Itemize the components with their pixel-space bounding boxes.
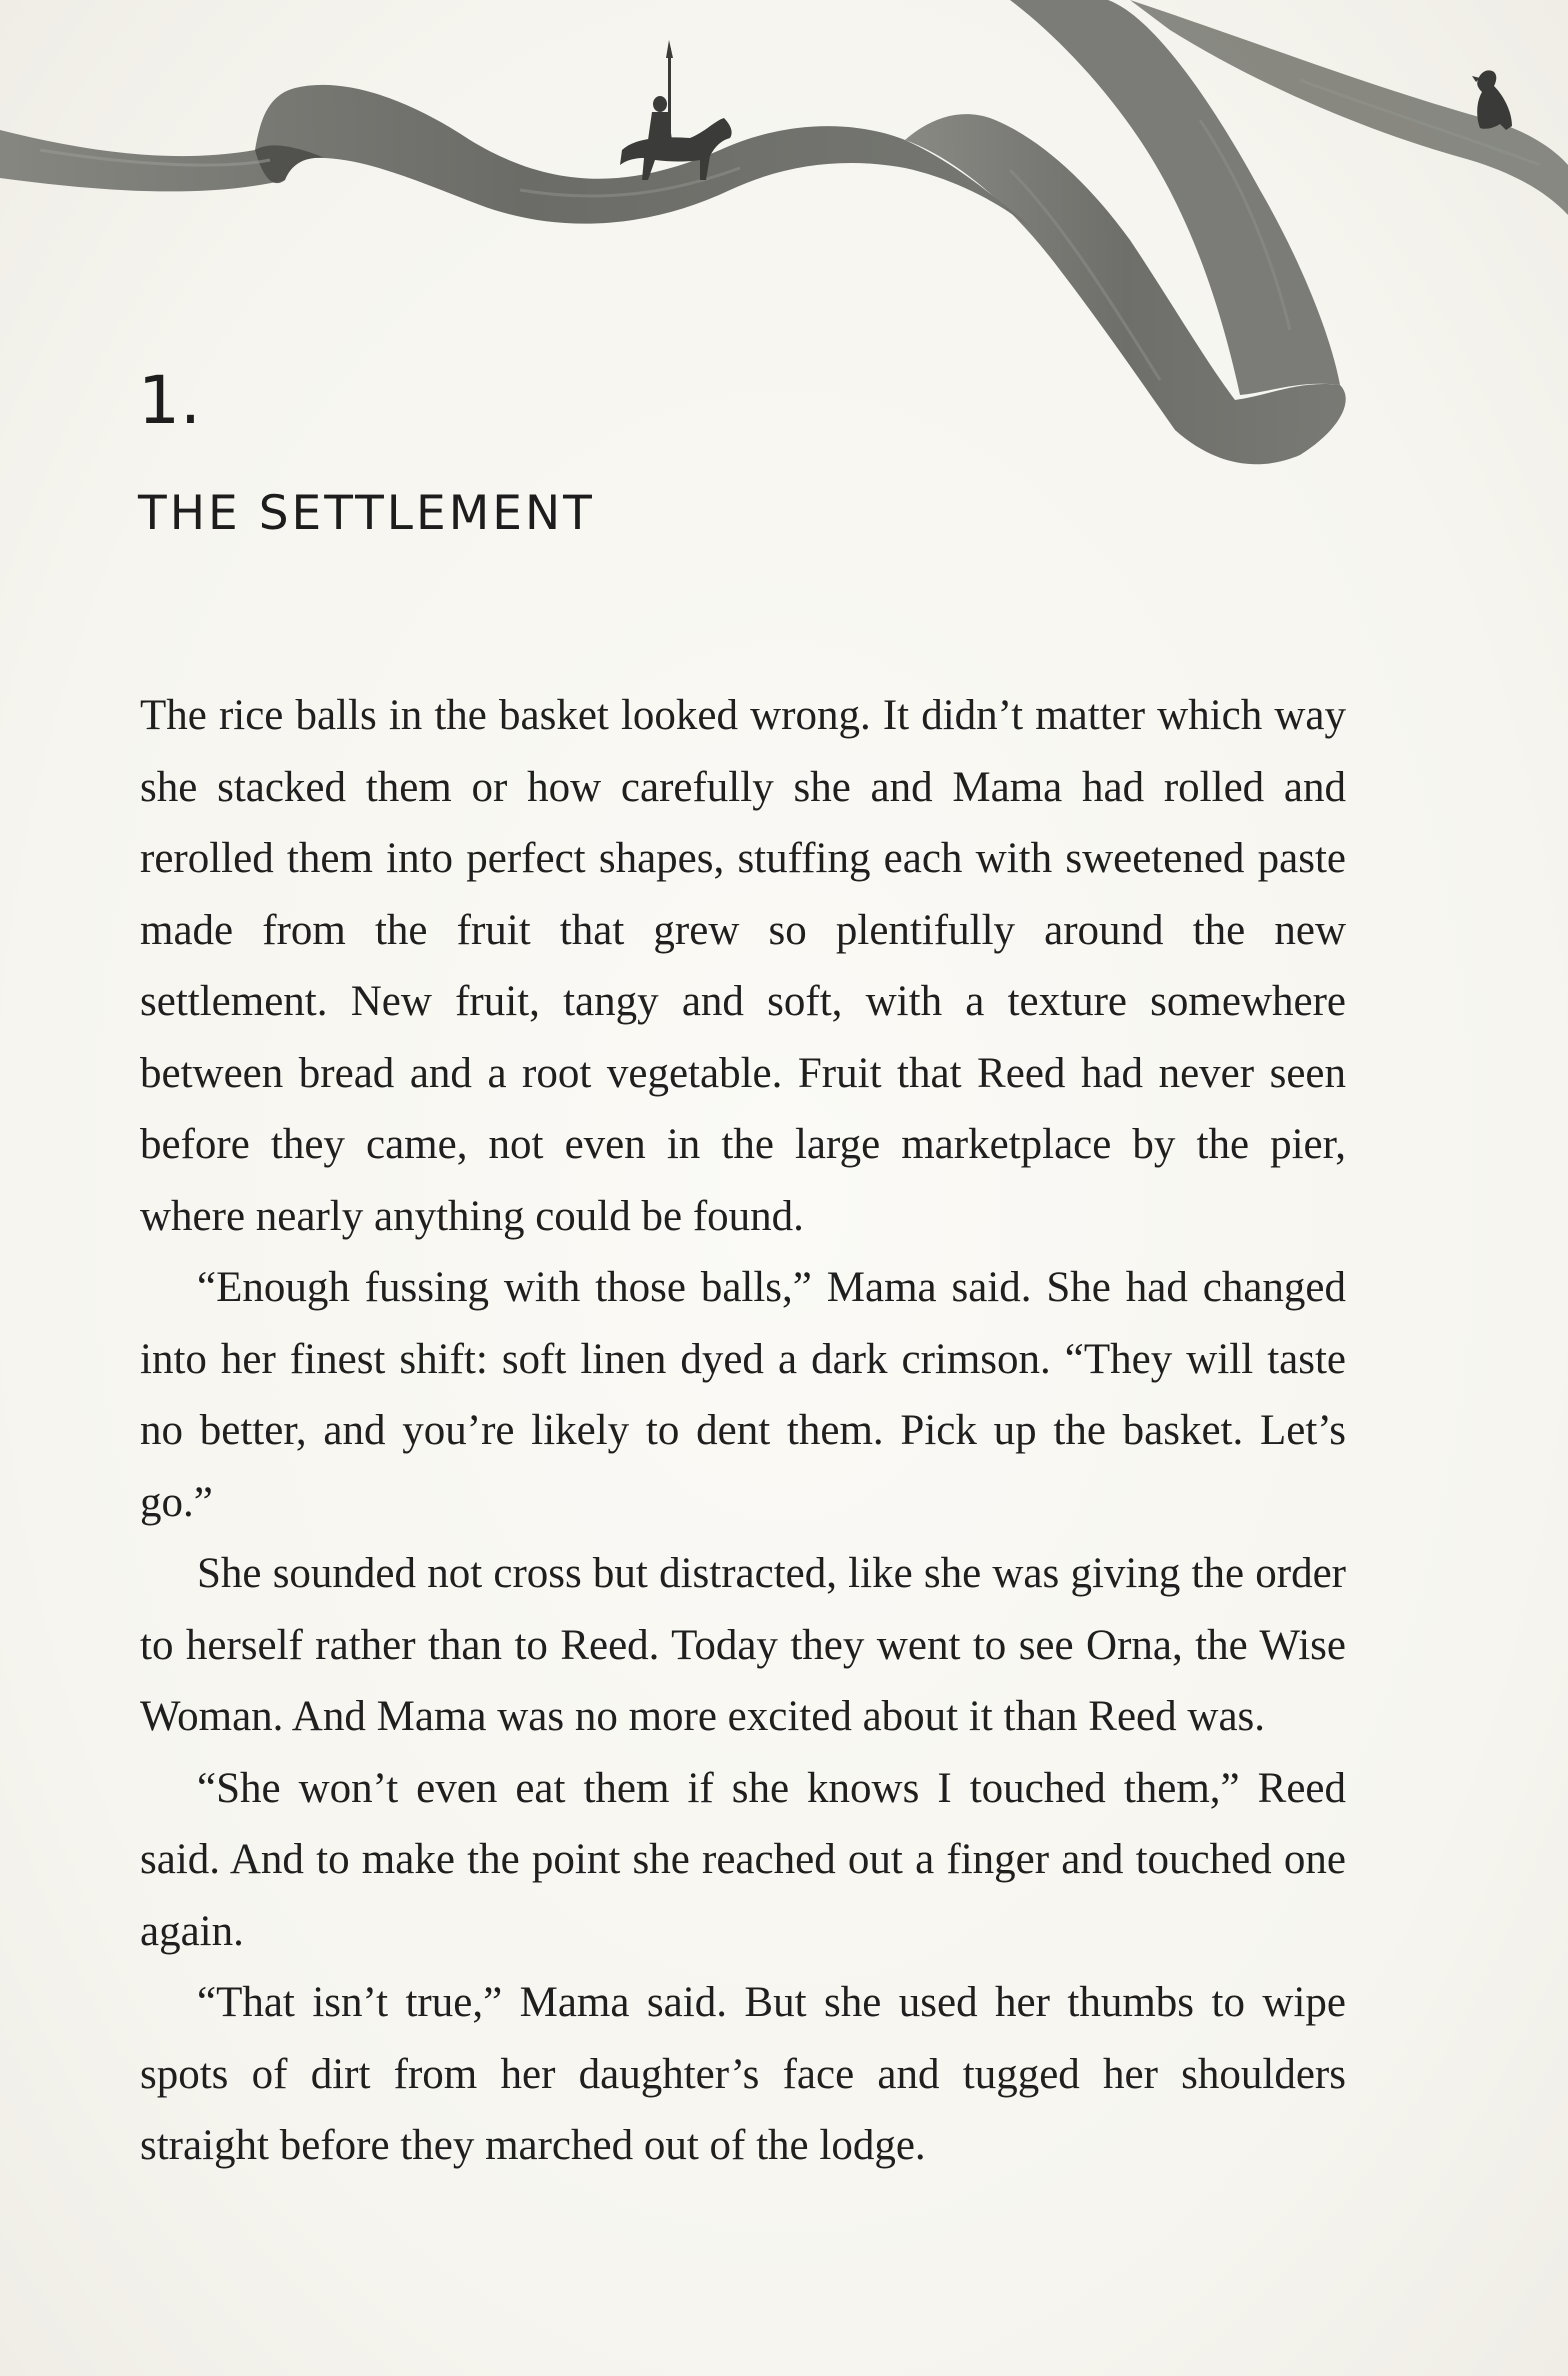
chapter-body — [140, 680, 1346, 2182]
paragraph-2: “Enough fussing with those balls,” Mama said. She had changed into her finest shift: soft linen dyed a dark crimson. “They will taste no better, and you’re likely to dent them. Pick up the basket. Let’s go.” — [140, 1264, 1346, 1526]
paragraph-1: The rice balls in the basket looked wrong. It didn’t matter which way she stacked them or how carefully she and Mama had rolled and rerolled them into perfect shapes, stuffing each with sweetened paste made from the fruit that grew so plentifully around the new settlement. New fruit, tangy and soft, with a texture somewhere between bread and a root vegetable. Fruit that Reed had never seen before they came, not even in the large marketplace by the pier, where nearly anything could be found. — [140, 692, 1346, 1240]
chapter-title: THE SETTLEMENT — [138, 486, 595, 541]
paragraph-3: She sounded not cross but distracted, like she was giving the order to herself rather than to Reed. Today they went to see Orna, the Wise Woman. And Mama was no more excited about it than Reed was. — [140, 1550, 1346, 1740]
paragraph-5: “That isn’t true,” Mama said. But she used her thumbs to wipe spots of dirt from her daughter’s face and tugged her shoulders straight before they marched out of the lodge. — [140, 1979, 1346, 2169]
chapter-number: 1. — [138, 362, 201, 439]
paragraph-4: “She won’t even eat them if she knows I touched them,” Reed said. And to make the point she reached out a finger and touched one again. — [140, 1764, 1346, 1955]
ribbon-road-icon — [0, 0, 1568, 520]
